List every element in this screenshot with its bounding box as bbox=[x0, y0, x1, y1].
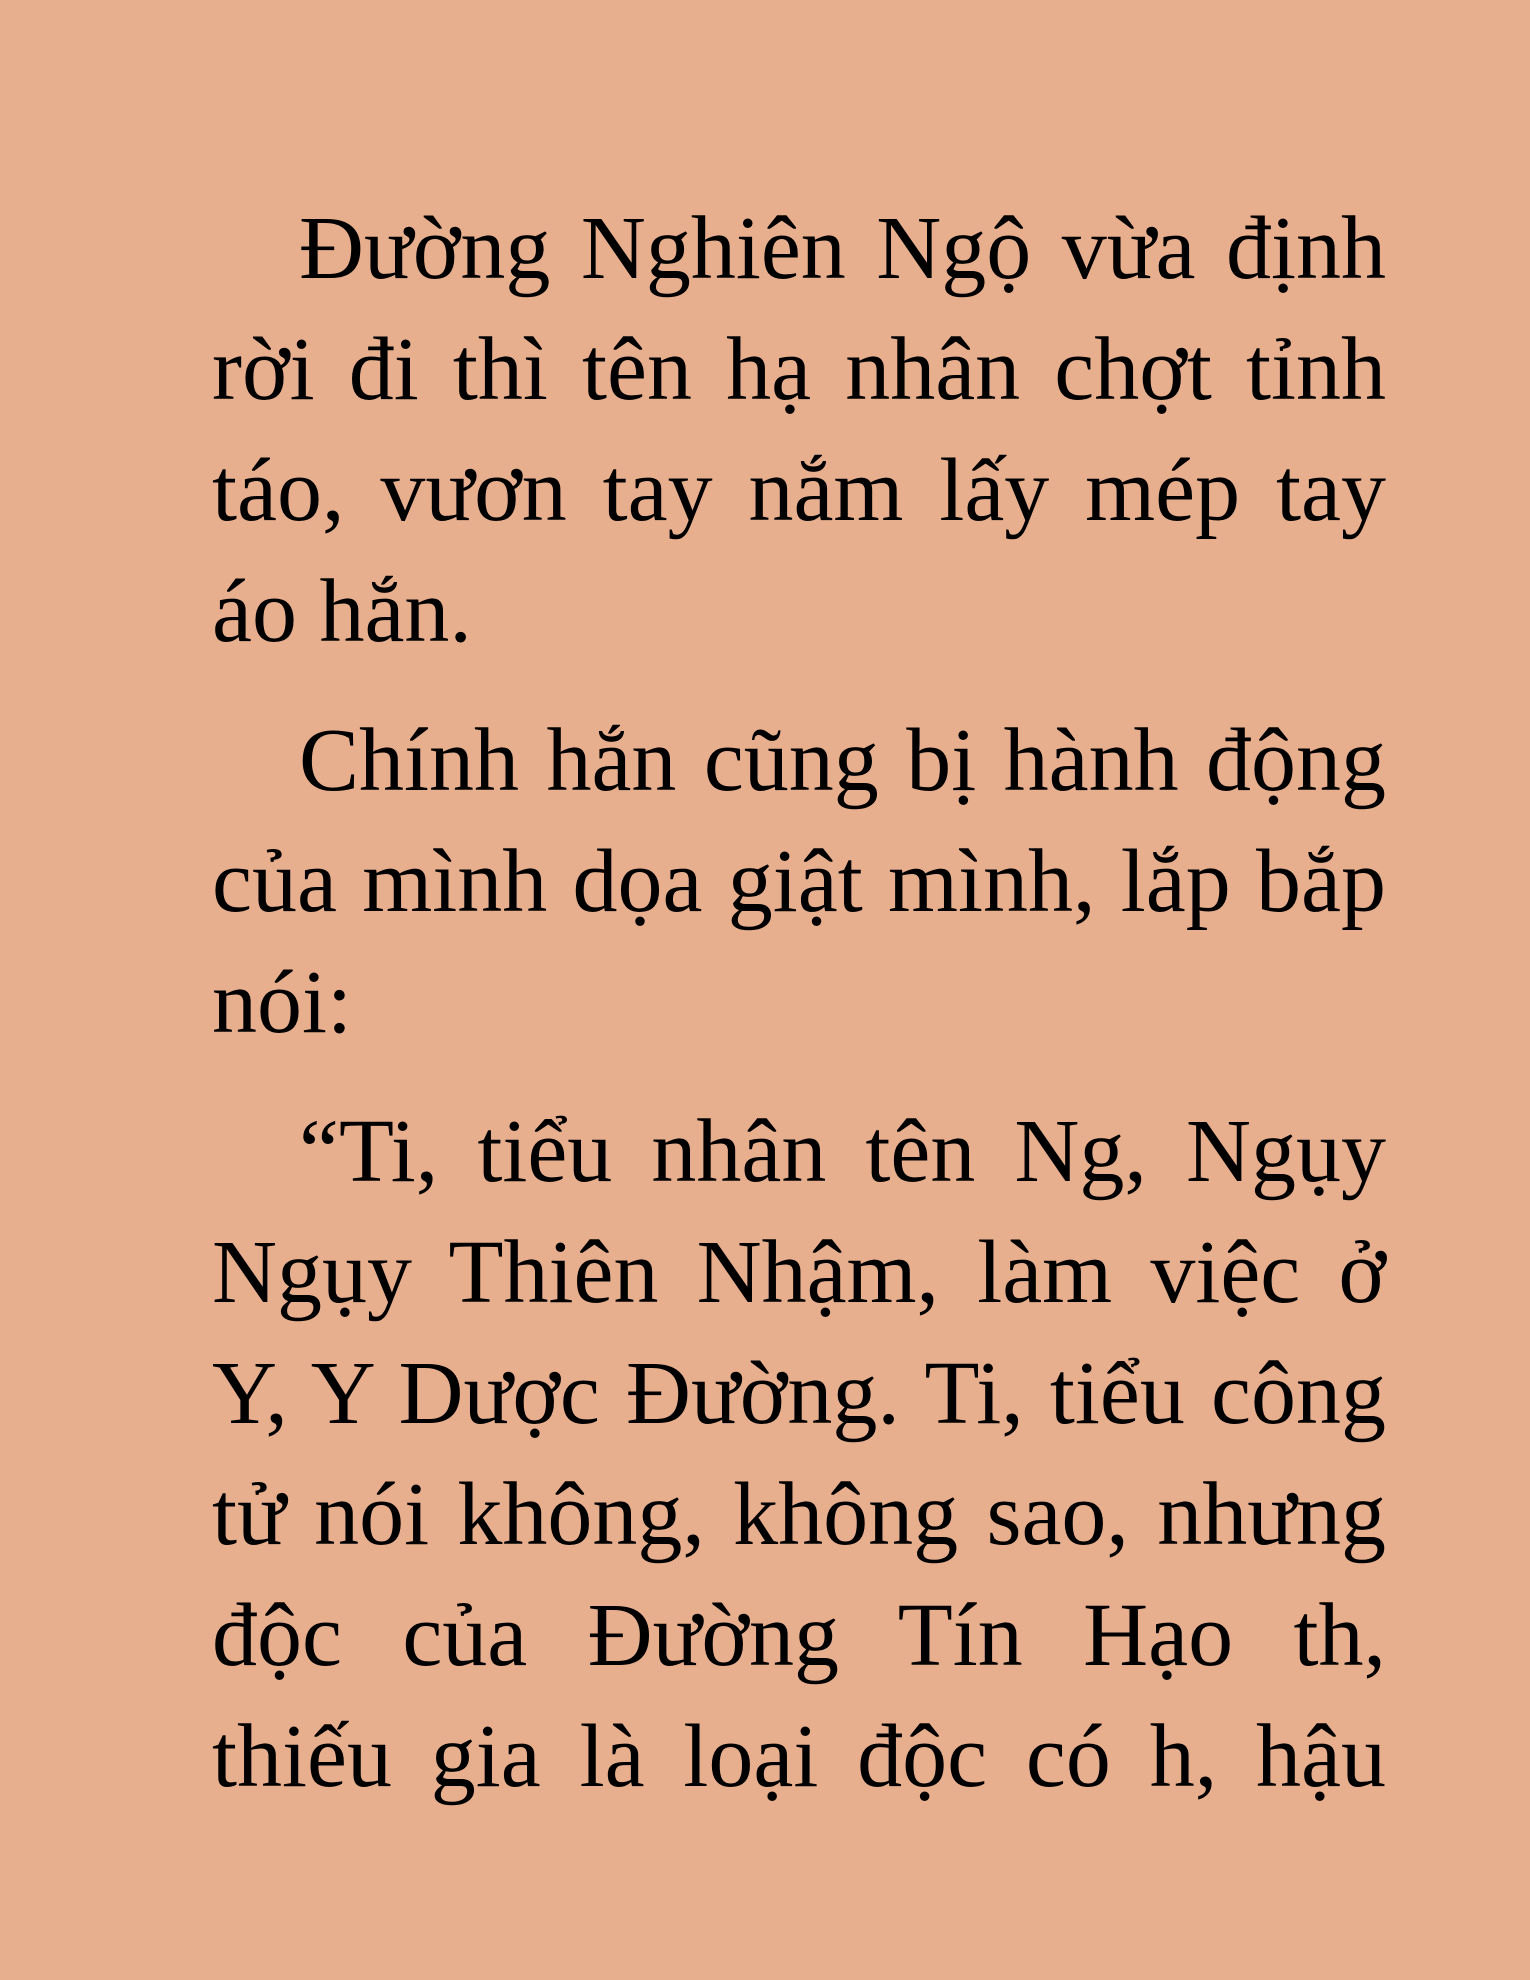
text-line: Đường Nghiên Ngộ vừa định bbox=[299, 199, 1386, 298]
text-line: độc của Đường Tín Hạo th, bbox=[212, 1586, 1386, 1685]
text-line: rời đi thì tên hạ nhân chợt tỉnh bbox=[212, 320, 1386, 419]
text-line: Chính hắn cũng bị hành động bbox=[299, 711, 1386, 810]
text-line: Y, Y Dược Đường. Ti, tiểu công bbox=[212, 1344, 1386, 1443]
text-line: Ngụy Thiên Nhậm, làm việc ở bbox=[212, 1223, 1386, 1322]
text-line: táo, vươn tay nắm lấy mép tay bbox=[212, 441, 1386, 540]
paragraph-1 bbox=[212, 188, 1386, 672]
paragraph-2 bbox=[212, 700, 1386, 1063]
text-line: áo hắn. bbox=[212, 562, 472, 661]
text-line: nói: bbox=[212, 953, 353, 1052]
text-line: tử nói không, không sao, nhưng bbox=[212, 1465, 1386, 1564]
text-line: thiếu gia là loại độc có h, hậu bbox=[212, 1707, 1386, 1806]
paragraph-3 bbox=[212, 1091, 1386, 1817]
text-line: “Ti, tiểu nhân tên Ng, Ngụy bbox=[299, 1102, 1386, 1201]
text-line: của mình dọa giật mình, lắp bắp bbox=[212, 832, 1386, 931]
text-body bbox=[212, 188, 1386, 1845]
